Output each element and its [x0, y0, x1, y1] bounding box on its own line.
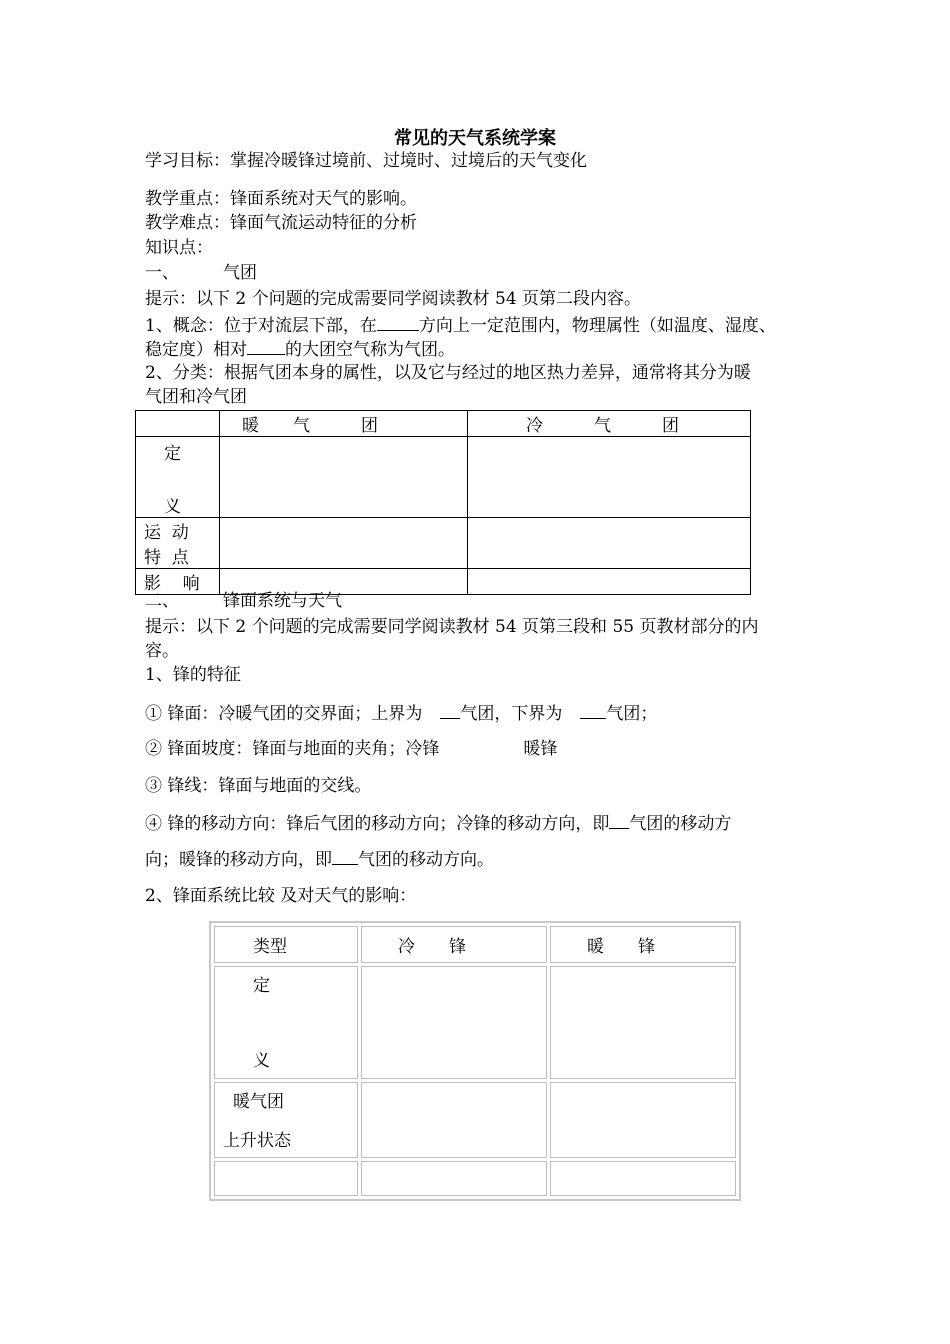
- table2-cell[interactable]: [361, 1082, 547, 1158]
- feature-3: ③ 锋线：锋面与地面的交线。: [145, 776, 372, 796]
- table2-cell[interactable]: [214, 1161, 358, 1196]
- answer-blank[interactable]: [609, 812, 629, 829]
- section2-number: 二、: [145, 591, 179, 611]
- table2-cell[interactable]: [361, 966, 547, 1079]
- q1-line2: [145, 338, 455, 361]
- answer-blank[interactable]: [580, 702, 606, 719]
- page-title: 常见的天气系统学案: [394, 128, 556, 149]
- hint1: 提示：以下 2 个问题的完成需要同学阅读教材 54 页第二段内容。: [145, 289, 642, 309]
- table2-cell[interactable]: [550, 966, 736, 1079]
- table2-header-cold: 冷 锋: [361, 926, 547, 963]
- table2-header-warm: 暖 锋: [550, 926, 736, 963]
- table1-corner-cell: [136, 411, 220, 437]
- feature-4-line2: [145, 848, 494, 871]
- section1-number: 一、: [145, 263, 179, 283]
- answer-blank[interactable]: [247, 338, 285, 355]
- table1-header-warm: 暖 气 团: [220, 411, 468, 437]
- table2-cell[interactable]: [550, 1082, 736, 1158]
- answer-blank[interactable]: [440, 702, 460, 719]
- front-comparison-table: [209, 921, 741, 1201]
- section1-title: 气团: [223, 263, 257, 283]
- q1-text-c: 稳定度）相对: [145, 340, 247, 360]
- table1-header-cold: 冷 气 团: [468, 411, 751, 437]
- table1-cell[interactable]: [220, 437, 468, 518]
- section2-heading: [145, 590, 342, 612]
- feature-4-text-a: ④ 锋的移动方向：锋后气团的移动方向；冷锋的移动方向，即: [145, 814, 610, 834]
- section2-title: 锋面系统与天气: [223, 591, 342, 611]
- key-point: 教学重点：锋面系统对天气的影响。: [145, 189, 417, 209]
- table1-cell[interactable]: [220, 518, 468, 569]
- table1-row-movement: 运 动 特 点: [136, 518, 220, 569]
- feature-4-line1: [145, 812, 731, 835]
- table1-cell[interactable]: [468, 569, 751, 595]
- table2-cell[interactable]: [361, 1161, 547, 1196]
- hint2-line2: 容。: [145, 641, 179, 661]
- answer-blank[interactable]: [332, 848, 358, 865]
- difficulty: 教学难点：锋面气流运动特征的分析: [145, 213, 417, 233]
- q2-line1: 2、分类：根据气团本身的属性，以及它与经过的地区热力差异，通常将其分为暖: [145, 363, 751, 383]
- table2-row-definition: 定 义: [214, 966, 358, 1079]
- air-mass-table: [135, 410, 751, 595]
- q1-line1: [145, 314, 776, 337]
- q1-text-d: 的大团空气称为气团。: [285, 340, 455, 360]
- answer-blank[interactable]: [377, 314, 419, 331]
- table1-cell[interactable]: [468, 437, 751, 518]
- q1-text-b: 方向上一定范围内，物理属性（如温度、湿度、: [418, 316, 776, 336]
- feature-1: [145, 702, 657, 725]
- q1-text-a: 1、概念：位于对流层下部，在: [145, 316, 377, 336]
- feature-2: [145, 738, 557, 760]
- feature-1-text-a: ① 锋面：冷暖气团的交界面；上界为: [145, 704, 423, 724]
- table2-row-rise-state: 暖气团 上升状态: [214, 1082, 358, 1158]
- hint2-line1: 提示：以下 2 个问题的完成需要同学阅读教材 54 页第三段和 55 页教材部分的内: [145, 617, 759, 637]
- table2-cell[interactable]: [550, 1161, 736, 1196]
- compare-heading: 2、锋面系统比较 及对天气的影响：: [145, 886, 417, 906]
- table2-header-type: 类型: [214, 926, 358, 963]
- feature-1-text-b: 气团，下界为: [460, 704, 563, 724]
- table1-cell[interactable]: [468, 518, 751, 569]
- feature-2-text-b: 暖锋: [523, 739, 558, 759]
- section1-heading: [145, 262, 257, 284]
- feature-1-text-c: 气团；: [606, 704, 658, 724]
- feature-4-text-b: 气团的移动方: [629, 814, 732, 834]
- learning-objective: 学习目标：掌握冷暖锋过境前、过境时、过境后的天气变化: [145, 151, 587, 171]
- feature-4-text-c: 向；暖锋的移动方向，即: [145, 850, 332, 870]
- q2-line2: 气团和冷气团: [145, 387, 247, 407]
- feature-4-text-d: 气团的移动方向。: [358, 850, 494, 870]
- front-features-heading: 1、锋的特征: [145, 665, 241, 685]
- feature-2-text-a: ② 锋面坡度：锋面与地面的夹角；冷锋: [145, 739, 440, 759]
- table1-row-effect: 影 响: [136, 569, 220, 595]
- table1-row-definition: 定 义: [136, 437, 220, 518]
- knowledge-label: 知识点：: [145, 238, 213, 258]
